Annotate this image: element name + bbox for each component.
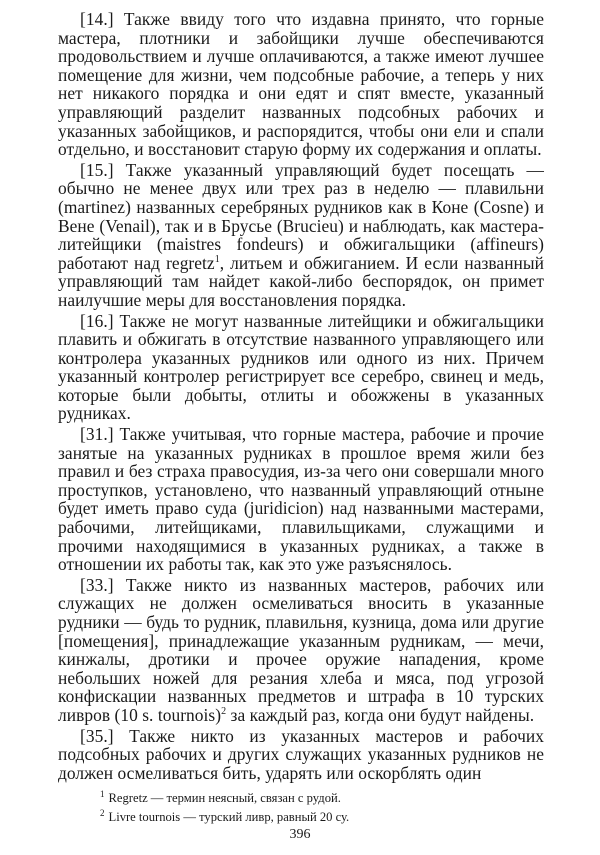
footnote-1	[58, 787, 544, 806]
paragraph-33-text-after: за каждый раз, когда они будут найдены.	[226, 704, 535, 725]
paragraph-15-text-before: [15.] Также указанный управляющий будет посещать — обычно не менее двух или трех раз в неделю — плавильни (martinez) названных серебряных рудников как в Коне (Cosne) и Вене (Venail), так и в Брусье (Brucieu) и наблюдать, как мастера-литейщики (maistres fondeurs) и обжигальщики (affineurs) работают над regretz	[58, 159, 544, 273]
paragraph-14: [14.] Также ввиду того что издавна принято, что горные мастера, плотники и забойщики лучше обеспечиваются продовольствием и лучше оплачиваются, а также имеют лучшее помещение для жизни, чем подсобные рабочие, а теперь у них нет никакого порядка и они едят и спят вместе, указанный управляющий разделит названных подсобных рабочих и указанных забойщиков, и распорядится, чтобы они ели и спали отдельно, и восстановит старую форму их содержания и оплаты.	[58, 9, 544, 160]
footnote-text-1: Regretz — термин неясный, связан с рудой.	[108, 791, 341, 806]
footnote-text-2: Livre tournois — турский ливр, равный 20 су.	[108, 810, 350, 825]
page-body	[58, 10, 544, 784]
paragraph-16: [16.] Также не могут названные литейщики и обжигальщики плавить и обжигать в отсутствие названного управляющего или контролера указанных рудников или одного из них. Причем указанный контролер регистрирует все серебро, свинец и медь, которые были добыты, отлиты и обожжены в указанных рудниках.	[58, 310, 544, 424]
footnote-ref-1: 1	[214, 253, 220, 265]
paragraph-35: [35.] Также никто из указанных мастеров и рабочих подсобных рабочих и других служащих указанных рудников не должен осмеливаться бить, ударять или оскорблять один	[58, 725, 544, 783]
paragraph-33	[58, 576, 544, 725]
footnote-ref-2: 2	[221, 706, 227, 718]
footnote-mark-1: 1	[100, 789, 105, 799]
paragraph-15-text-after: , литьем и обжиганием. И если названный управляющий там найдет какой-либо беспорядок, он примет наилучшие меры для восстановления порядка.	[58, 252, 544, 310]
paragraph-15	[58, 161, 544, 310]
paragraph-33-text-before: [33.] Также никто из названных мастеров, рабочих или служащих не должен осмеливаться вносить в указанные рудники — будь то рудник, плавильня, кузница, дома или другие [помещения], принадлежащие указанным рудникам, — мечи, кинжалы, дротики и прочее оружие нападения, кроме небольших ножей для резания хлеба и мяса, под угрозой конфискации названных предметов и штрафа в 10 турских ливров (10 s. tournois)	[58, 574, 544, 725]
page-number: 396	[289, 827, 311, 842]
footnotes	[58, 787, 544, 825]
footnote-2	[58, 806, 544, 825]
footnote-mark-2: 2	[100, 808, 105, 819]
paragraph-31: [31.] Также учитывая, что горные мастера, рабочие и прочие занятые на указанных рудниках в прошлое время жили без правил и без страха правосудия, из-за чего они совершали много проступков, установлено, что названный управляющий отныне будет иметь право суда (juridicion) над названными мастерами, рабочими, литейщиками, плавильщиками, служащими и прочими находящимися в указанных рудниках, а также в отношении их работы так, как это уже разъяснялось.	[58, 424, 544, 575]
